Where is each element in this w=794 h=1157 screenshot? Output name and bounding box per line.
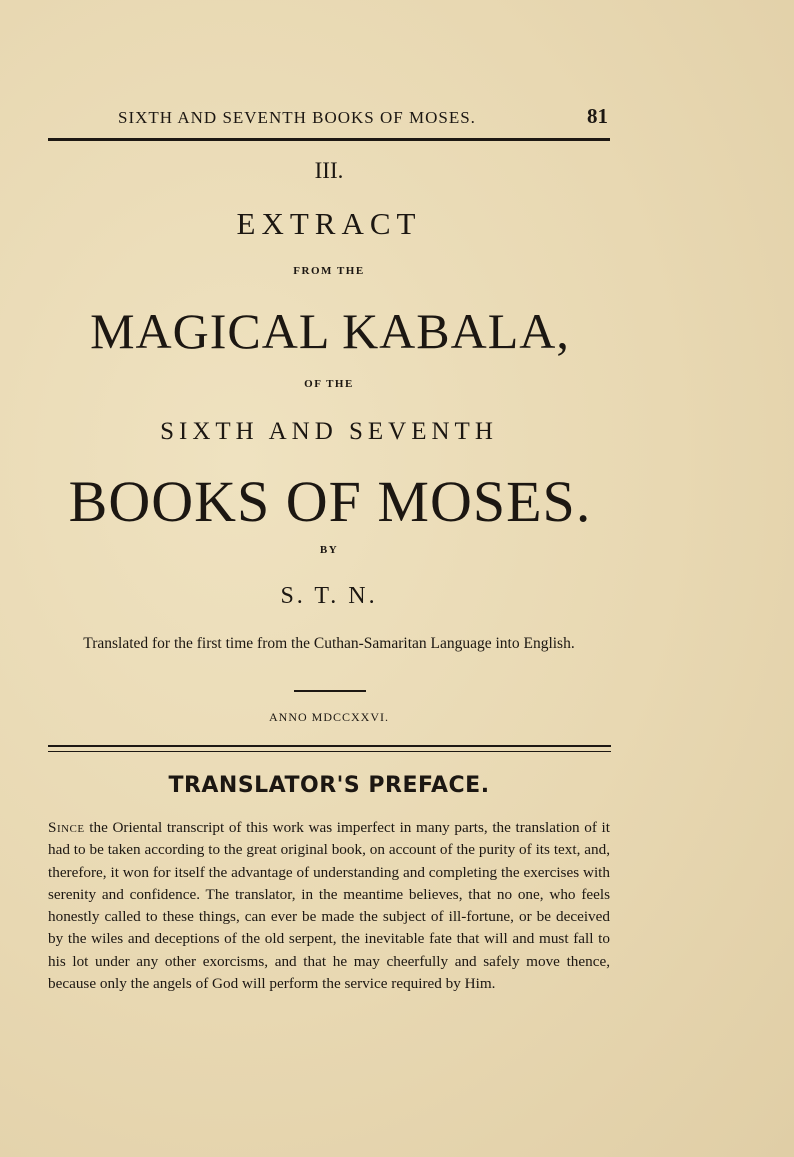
preface-heading: TRANSLATOR'S PREFACE. [168, 773, 490, 798]
short-divider [294, 690, 366, 692]
running-title: SIXTH AND SEVENTH BOOKS OF MOSES. [118, 108, 476, 127]
preface-opening-word: Since [48, 819, 85, 836]
from-the-line: FROM THE [293, 265, 365, 277]
sixth-seventh-line: SIXTH AND SEVENTH [160, 418, 498, 445]
header-rule [48, 138, 610, 141]
anno-date: ANNO MDCCXXVI. [268, 710, 389, 724]
double-rule-upper [48, 745, 611, 747]
preface-paragraph [48, 817, 610, 995]
translation-note: Translated for the first time from the Cuthan-Samaritan Language into English. [83, 635, 575, 652]
books-of-moses-title: BOOKS OF MOSES. [68, 469, 592, 534]
page-number: 81 [587, 104, 608, 128]
of-the-line: OF THE [304, 378, 354, 390]
double-rule-lower [48, 751, 611, 752]
magical-kabala-title: MAGICAL KABALA, [90, 303, 570, 359]
section-number: III. [314, 158, 344, 183]
extract-heading: EXTRACT [236, 206, 422, 241]
running-head [118, 104, 608, 129]
by-line: BY [319, 544, 339, 556]
author-initials: S. T. N. [280, 583, 378, 609]
preface-text: the Oriental transcript of this work was imperfect in many parts, the translation of it had to be taken according to the great original book, on account of the purity of its text, and, therefore, it won for itself the advantage of understanding and completing the exercises with serenity and confidence. The translator, in the meantime believes, that no one, who feels honestly called to these things, can ever be made the subject of ill-fortune, or be deceived by the wiles and deceptions of the old serpent, the inevitable fate that will and must fall to his lot under any other exorcisms, and that he may cheerfully and safely move thence, because only the angels of God will perform the service required by Him. [48, 819, 610, 993]
